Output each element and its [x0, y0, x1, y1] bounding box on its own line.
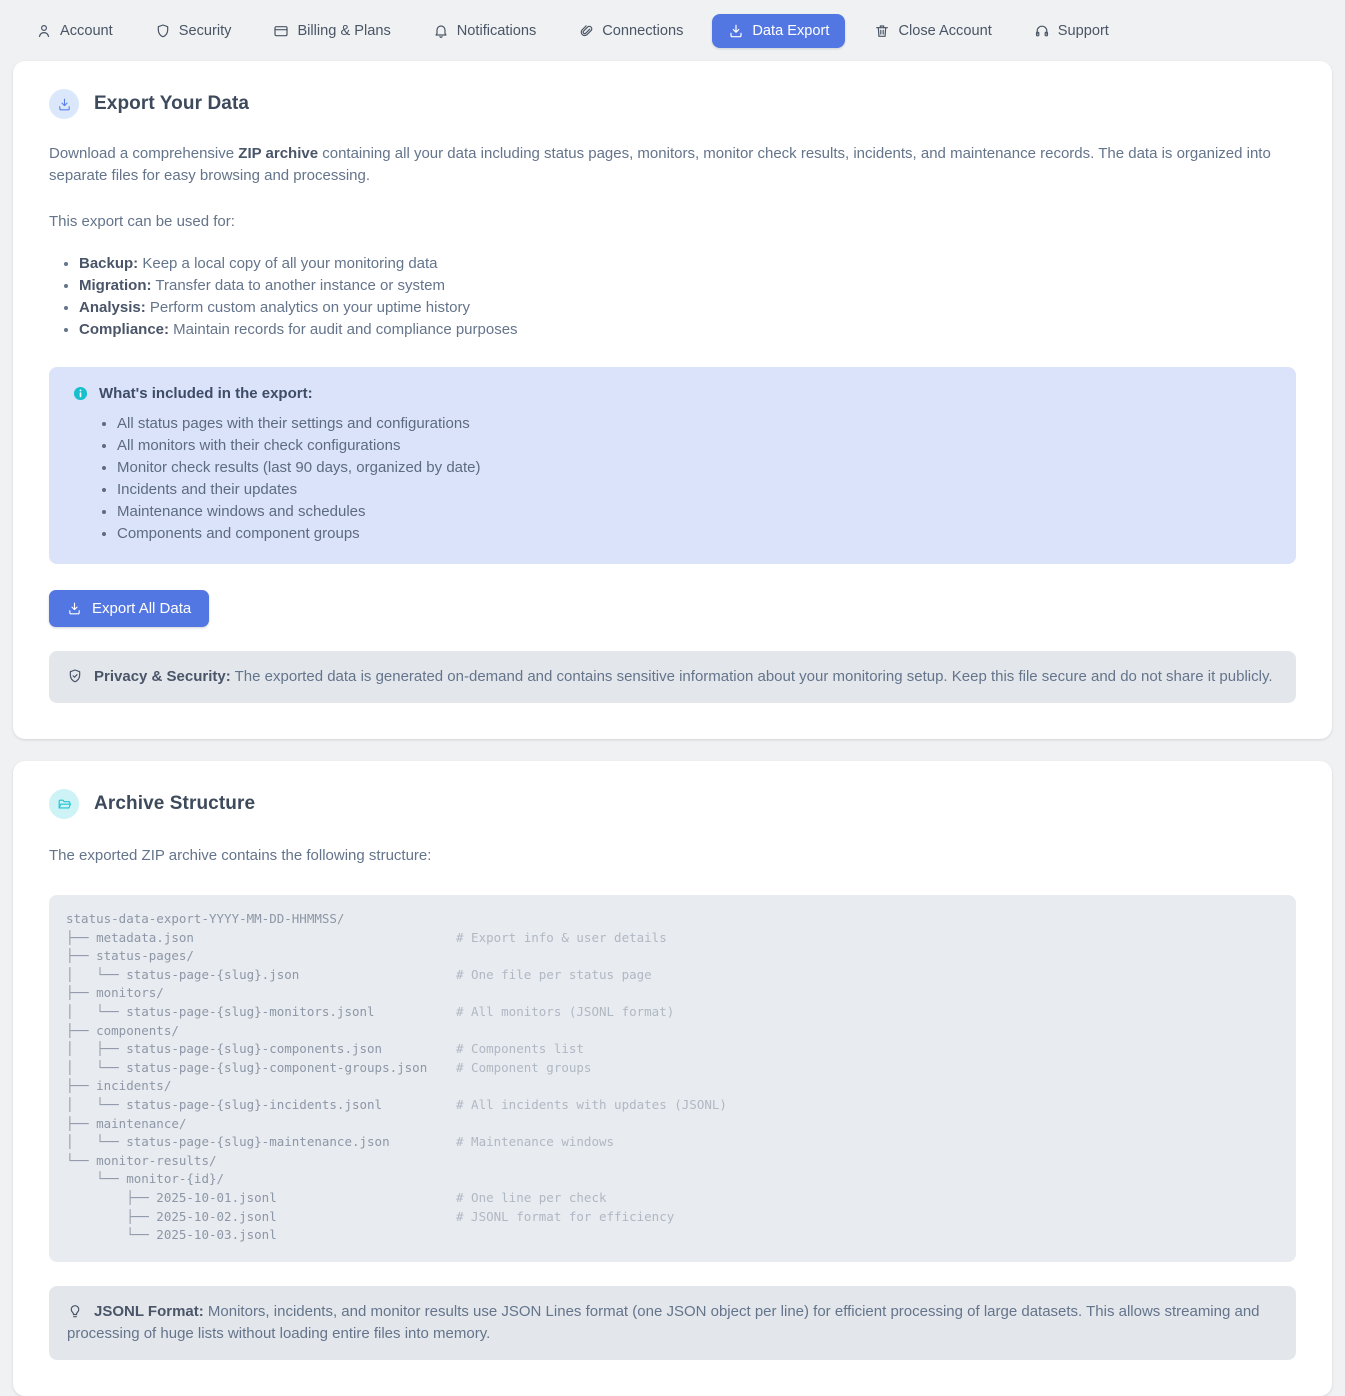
tree-line: ├── components/ — [66, 1022, 179, 1038]
included-item: • Incidents and their updates — [117, 479, 1272, 501]
tab-label: Notifications — [456, 22, 537, 39]
tab-notifications[interactable] — [433, 15, 537, 47]
use-cases-heading: This export can be used for: — [49, 213, 235, 230]
included-item: • Components and component groups — [117, 523, 1272, 545]
included-item: • All status pages with their settings and configurations — [117, 413, 1272, 435]
settings-nav — [0, 0, 1345, 61]
tree-line: ├── monitors/ — [66, 985, 164, 1001]
included-item: • Maintenance windows and schedules — [117, 501, 1272, 523]
jsonl-note — [49, 1286, 1296, 1360]
tab-label: Account — [60, 22, 113, 39]
lightbulb-icon — [67, 1303, 83, 1319]
tab-label: Close Account — [898, 22, 992, 39]
export-card — [13, 61, 1332, 739]
included-item: • Monitor check results (last 90 days, organized by date) — [117, 457, 1272, 479]
privacy-note-text: The exported data is generated on-demand and contains sensitive information about your monitoring setup. Keep this file secure and do not share it publicly. — [230, 668, 1273, 685]
tree-line: ├── 2025-10-01.jsonl # One line per check — [66, 1189, 607, 1205]
tab-label: Connections — [602, 22, 684, 39]
folder-icon — [49, 789, 79, 819]
tab-security[interactable] — [155, 15, 232, 47]
export-intro: Download a comprehensive ZIP archive containing all your data including status pages, monitors, monitor check results, incidents, and maintenance records. The data is organized into separate files for easy browsing and processing. — [49, 145, 1271, 184]
tree-line: │ └── status-page-{slug}-component-groups.json # Component groups — [66, 1059, 592, 1075]
trash-icon — [874, 23, 890, 39]
included-list — [73, 413, 1272, 545]
download-icon — [49, 89, 79, 119]
tree-line: └── monitor-{id}/ — [66, 1171, 225, 1187]
tree-line: ├── 2025-10-02.jsonl # JSONL format for efficiency — [66, 1208, 675, 1224]
user-icon — [36, 23, 52, 39]
use-cases-list — [49, 253, 1296, 341]
link-icon — [578, 23, 594, 39]
shield-icon — [155, 23, 171, 39]
tab-account[interactable] — [36, 15, 113, 47]
info-icon — [73, 386, 88, 401]
zip-archive-emphasis: ZIP archive — [238, 145, 319, 162]
jsonl-note-label: JSONL Format: — [94, 1302, 204, 1320]
export-all-data-button[interactable] — [49, 590, 209, 627]
tree-line: status-data-export-YYYY-MM-DD-HHMMSS/ — [66, 911, 345, 926]
included-item: • All monitors with their check configurations — [117, 435, 1272, 457]
tab-label: Data Export — [752, 22, 830, 39]
tree-line: │ ├── status-page-{slug}-components.json # Components list — [66, 1041, 584, 1057]
archive-tree — [49, 895, 1296, 1262]
tree-line: │ └── status-page-{slug}-incidents.jsonl # All incidents with updates (JSONL) — [66, 1096, 727, 1112]
privacy-note — [49, 651, 1296, 703]
tree-line: │ └── status-page-{slug}-maintenance.json # Maintenance windows — [66, 1134, 615, 1150]
included-panel-title: What's included in the export: — [73, 385, 1272, 402]
tree-line: └── 2025-10-03.jsonl — [66, 1227, 277, 1243]
tree-line: ├── status-pages/ — [66, 948, 194, 964]
archive-card-header — [49, 789, 1296, 819]
tree-line: ├── incidents/ — [66, 1078, 172, 1094]
tab-support[interactable] — [1034, 15, 1109, 47]
tab-billing-plans[interactable] — [273, 15, 390, 47]
tree-line: │ └── status-page-{slug}.json # One file per status page — [66, 966, 652, 982]
export-all-data-label: Export All Data — [92, 600, 192, 617]
shield-check-icon — [67, 668, 83, 684]
export-card-title: Export Your Data — [94, 93, 250, 114]
archive-card-title: Archive Structure — [94, 793, 256, 814]
tree-line: └── monitor-results/ — [66, 1152, 217, 1168]
included-panel — [49, 367, 1296, 564]
use-case-item: • Compliance: Maintain records for audit and compliance purposes — [79, 319, 1296, 341]
tab-label: Security — [178, 22, 232, 39]
tab-label: Support — [1057, 22, 1109, 39]
use-case-item: • Migration: Transfer data to another instance or system — [79, 275, 1296, 297]
download-icon — [728, 23, 744, 39]
export-card-header — [49, 89, 1296, 119]
tab-label: Billing & Plans — [297, 22, 391, 39]
archive-subtitle: The exported ZIP archive contains the following structure: — [49, 847, 432, 864]
tree-line: │ └── status-page-{slug}-monitors.jsonl # All monitors (JSONL format) — [66, 1003, 675, 1019]
tree-line: ├── metadata.json # Export info & user details — [66, 929, 667, 945]
jsonl-note-text: Monitors, incidents, and monitor results use JSON Lines format (one JSON object per line) for efficient processing of large datasets. This allows streaming and processing of huge lists without loading entire files into memory. — [67, 1302, 1260, 1342]
headset-icon — [1034, 23, 1050, 39]
bell-icon — [433, 23, 449, 39]
credit-card-icon — [273, 23, 289, 39]
tab-connections[interactable] — [578, 15, 683, 47]
download-icon — [67, 601, 82, 616]
archive-card — [13, 761, 1332, 1396]
use-case-item: • Backup: Keep a local copy of all your monitoring data — [79, 253, 1296, 275]
privacy-note-label: Privacy & Security: — [94, 668, 231, 685]
use-case-item: • Analysis: Perform custom analytics on your uptime history — [79, 297, 1296, 319]
tab-close-account[interactable] — [874, 15, 991, 47]
tree-line: ├── maintenance/ — [66, 1115, 187, 1131]
tab-data-export[interactable] — [712, 14, 845, 48]
